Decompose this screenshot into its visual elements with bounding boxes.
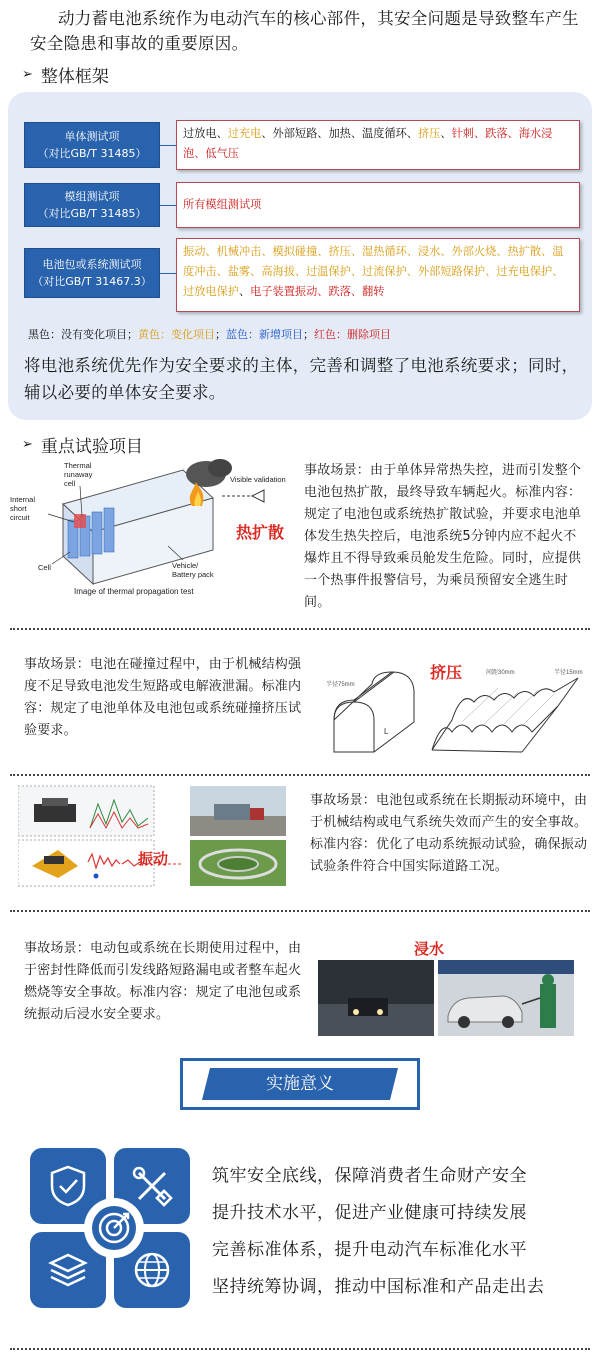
svg-text:cell: cell	[64, 479, 76, 488]
row-label-cell	[24, 122, 160, 168]
vibration-description: 事故场景：电池包或系统在长期振动环境中，由于机械结构或电气系统失效而产生的安全事故。标准内容：优化了电动系统振动试验，确保振动试验条件符合中国实际道路工况。	[310, 793, 588, 874]
arrow-icon: ➢	[22, 67, 33, 82]
text-run: 蓝色：新增项目	[226, 328, 303, 341]
connector-line	[160, 205, 176, 206]
connector-line	[160, 273, 176, 274]
row-label-pack	[24, 248, 160, 298]
arrow-icon: ➢	[22, 437, 33, 452]
text-run: 、	[440, 127, 452, 140]
tools-icon	[131, 1165, 173, 1207]
text-run: 针刺、跌落、海水浸泡、低气压	[183, 127, 553, 160]
text-run: 所有模组测试项	[183, 198, 262, 211]
section-divider	[10, 1348, 590, 1350]
text-run: ；	[215, 328, 226, 341]
label-thermal-runaway: Thermal	[64, 461, 92, 470]
svg-text:Battery pack: Battery pack	[172, 570, 214, 579]
significance-list	[212, 1158, 592, 1306]
section-divider	[10, 774, 590, 776]
immersion-images	[318, 960, 574, 1036]
tag-vibration: 振动	[138, 850, 169, 868]
crush-description: 事故场景：电池在碰撞过程中，由于机械结构强度不足导致电池发生短路或电解液泄漏。标准内容：规定了电池单体及电池包或系统碰撞挤压试验要求。	[24, 657, 302, 738]
row-label-title: 单体测试项	[64, 130, 120, 143]
label-visible-validation: Visible validation	[230, 475, 286, 484]
row-label-standard: （对比GB/T 31485）	[37, 147, 147, 160]
shield-check-icon	[48, 1164, 88, 1208]
label-cell: Cell	[38, 563, 51, 572]
text-run: 电子装置振动、跌落、翻转	[250, 285, 385, 298]
significance-item: 提升技术水平，促进产业健康可持续发展	[212, 1203, 527, 1223]
summary-text: 将电池系统优先作为安全要求的主体，完善和调整了电池系统要求；同时，辅以必要的单体安全要求。	[24, 356, 579, 402]
tag-crush: 挤压	[430, 663, 463, 682]
section-title-text: 重点试验项目	[40, 437, 143, 457]
section-divider	[10, 910, 590, 912]
section-title-text: 整体框架	[40, 67, 109, 87]
text-run: 、外部短路、加热、温度循环、	[261, 127, 418, 140]
row-items-cell	[176, 120, 580, 170]
svg-text:L: L	[384, 727, 389, 736]
text-run: 过放电、	[183, 127, 228, 140]
row-label-module	[24, 183, 160, 227]
section-title-framework	[22, 62, 109, 87]
significance-item: 筑牢安全底线，保障消费者生命财产安全	[212, 1166, 527, 1186]
row-label-title: 电池包或系统测试项	[42, 258, 142, 271]
text-run: ；	[303, 328, 314, 341]
text-run: 振动、机械冲击、模拟碰撞、挤压、湿热循环、浸水、外部火烧、热扩散、温度冲击、盐雾、高海拔、过温保护、过流保护、外部短路保护、过充电保护、过放电保护	[183, 245, 564, 298]
row-label-standard: （对比GB/T 31467.3）	[32, 275, 152, 288]
immersion-description: 事故场景：电动包或系统在长期使用过程中，由于密封性降低而引发线路短路漏电或者整车起火燃烧等安全事故。标准内容：规定了电池包或系统振动后浸水安全要求。	[24, 941, 302, 1022]
target-icon	[90, 1204, 138, 1252]
label-vehicle: Vehicle/	[172, 561, 199, 570]
layers-icon	[47, 1249, 89, 1291]
svg-text:runaway: runaway	[64, 470, 93, 479]
target-icon-badge	[84, 1198, 144, 1258]
text-run: 挤压	[417, 127, 441, 140]
text-run: 黄色：变化项目	[138, 328, 215, 341]
thermal-description: 事故场景：由于单体异常热失控，进而引发整个电池包热扩散，最终导致车辆起火。标准内容：规定了电池包或系统热扩散试验，并要求电池单体发生热失控后，电池系统5分钟内应不起火不爆炸且不得导致乘员舱发生危险。同时，应提供一个热事件报警信号，为乘员预留安全逃生时间。	[304, 463, 582, 610]
tag-immersion: 浸水	[414, 940, 445, 958]
svg-text:short: short	[10, 504, 27, 513]
text-run: 红色：删除项目	[314, 328, 391, 341]
svg-text:circuit: circuit	[10, 513, 30, 522]
banner-label: 实施意义	[202, 1068, 398, 1100]
crush-plates-diagram	[322, 660, 592, 764]
row-items-module	[176, 182, 580, 228]
tag-thermal: 热扩散	[236, 523, 285, 542]
intro-paragraph: 动力蓄电池系统作为电动汽车的核心部件，其安全问题是导致整车产生安全隐患和事故的重要原因。	[30, 9, 579, 53]
row-label-standard: （对比GB/T 31485）	[37, 207, 147, 220]
text-run: 黑色：没有变化项目；	[28, 328, 138, 341]
section-title-key-tests	[22, 432, 143, 457]
svg-text:半径15mm: 半径15mm	[554, 670, 583, 676]
text-run: 过充电	[227, 127, 262, 140]
row-items-pack	[176, 238, 580, 312]
globe-icon	[131, 1249, 173, 1291]
section-divider	[10, 628, 590, 630]
color-legend	[28, 326, 588, 342]
label-internal-short: Internal	[10, 495, 36, 504]
row-label-title: 模组测试项	[64, 190, 120, 203]
connector-line	[160, 145, 176, 146]
svg-text:半径75mm: 半径75mm	[326, 682, 355, 688]
svg-text:间距30mm: 间距30mm	[486, 670, 515, 676]
vibration-images	[18, 784, 288, 888]
significance-item: 完善标准体系，提升电动汽车标准化水平	[212, 1240, 527, 1260]
text-run: 、	[238, 285, 251, 298]
significance-item: 坚持统筹协调，推动中国标准和产品走出去	[212, 1277, 545, 1297]
significance-banner	[180, 1058, 420, 1110]
diagram-caption: Image of thermal propagation test	[74, 587, 194, 596]
